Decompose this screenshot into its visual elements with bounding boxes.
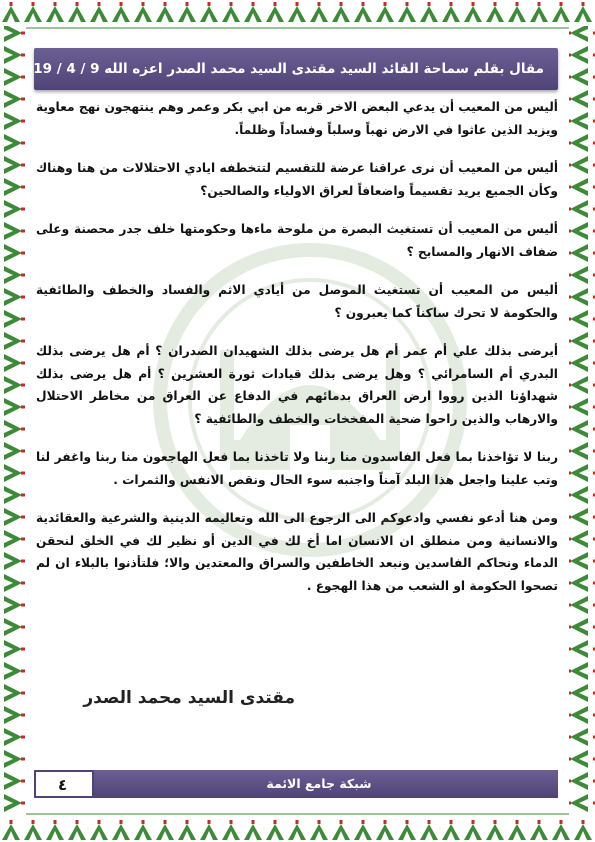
article-title: مقال بقلم سماحة القائد السيد مقتدى السيد محمد الصدر اعزه الله 9 / 4 / 2019: [14, 61, 544, 77]
paragraph: أليس من المعيب أن نرى عراقنا عرضة للتقسيم لتتخطفه ايادي الاحتلالات من هنا وهناك وكأن الجميع يريد تقسيماً واضعافاً لعراق الاولياء والصالحين؟: [36, 161, 558, 198]
paragraph: أيرضى بذلك علي أم عمر أم هل يرضى بذلك الشهيدان الصدران ؟ أم هل يرضى بذلك البدري أم السامرائي ؟ وهل يرضى بذلك قيادات ثورة العشرين ؟ أم هل يرضى بذلك شهداؤنا الذين رووا ارض العراق بدمائهم في الدفاع عن العراق من مخاطر الاحتلال والارهاب والذين راحوا ضحية المفخخات والخطف والطائفية ؟: [36, 344, 558, 426]
header-bar: [14, 48, 558, 90]
paragraph: ومن هنا أدعو نفسي وادعوكم الى الرجوع الى الله وتعاليمه الدينية والشرعية والعقائدية والانسانية ومن منطلق ان الانسان اما أخ لك في الدين أو نظير لك في الخلق لنحقن الدماء ونحاكم الفاسدين ونبعد الخاطفين والسراق والمعتدين والا؛ فلتأذنوا بالبلاء ان لم تصحوا الحكومة او الشعب من هذا الهجوع .: [36, 511, 558, 593]
page-number-box: [34, 770, 94, 798]
author-signature: مقتدى السيد محمد الصدر: [83, 688, 295, 708]
paragraph: أليس من المعيب أن تستغيث البصرة من ملوحة ماءها وحكومتها خلف جدر محصنة وعلى ضفاف الانهار والمسابح ؟: [36, 222, 558, 259]
paragraph: أليس من المعيب أن يدعي البعض الاخر قربه من ابي بكر وعمر وهم ينتهجون نهج معاوية ويزيد الذين عاثوا في الارض نهباً وسلباً وفساداً وظلماً.: [36, 100, 558, 137]
page-number: ٤: [58, 776, 68, 794]
paragraph: ربنا لا تؤاخذنا بما فعل الفاسدون منا ربنا ولا تاخذنا بما فعل الهاجعون منا ربنا واغفر لنا وتب علينا واجعل هذا البلد آمناً واجنبه سوء الحال ونقص الانفس والثمرات .: [36, 450, 558, 487]
article-body: [36, 96, 558, 613]
network-name: شبكة جامع الائمة: [266, 776, 372, 791]
footer-bar: [34, 770, 558, 798]
paragraph: أليس من المعيب أن تستغيث الموصل من أيادي الاثم والفساد والخطف والطائفية والحكومة لا تحرك ساكناً كما يعبرون ؟: [36, 283, 558, 320]
